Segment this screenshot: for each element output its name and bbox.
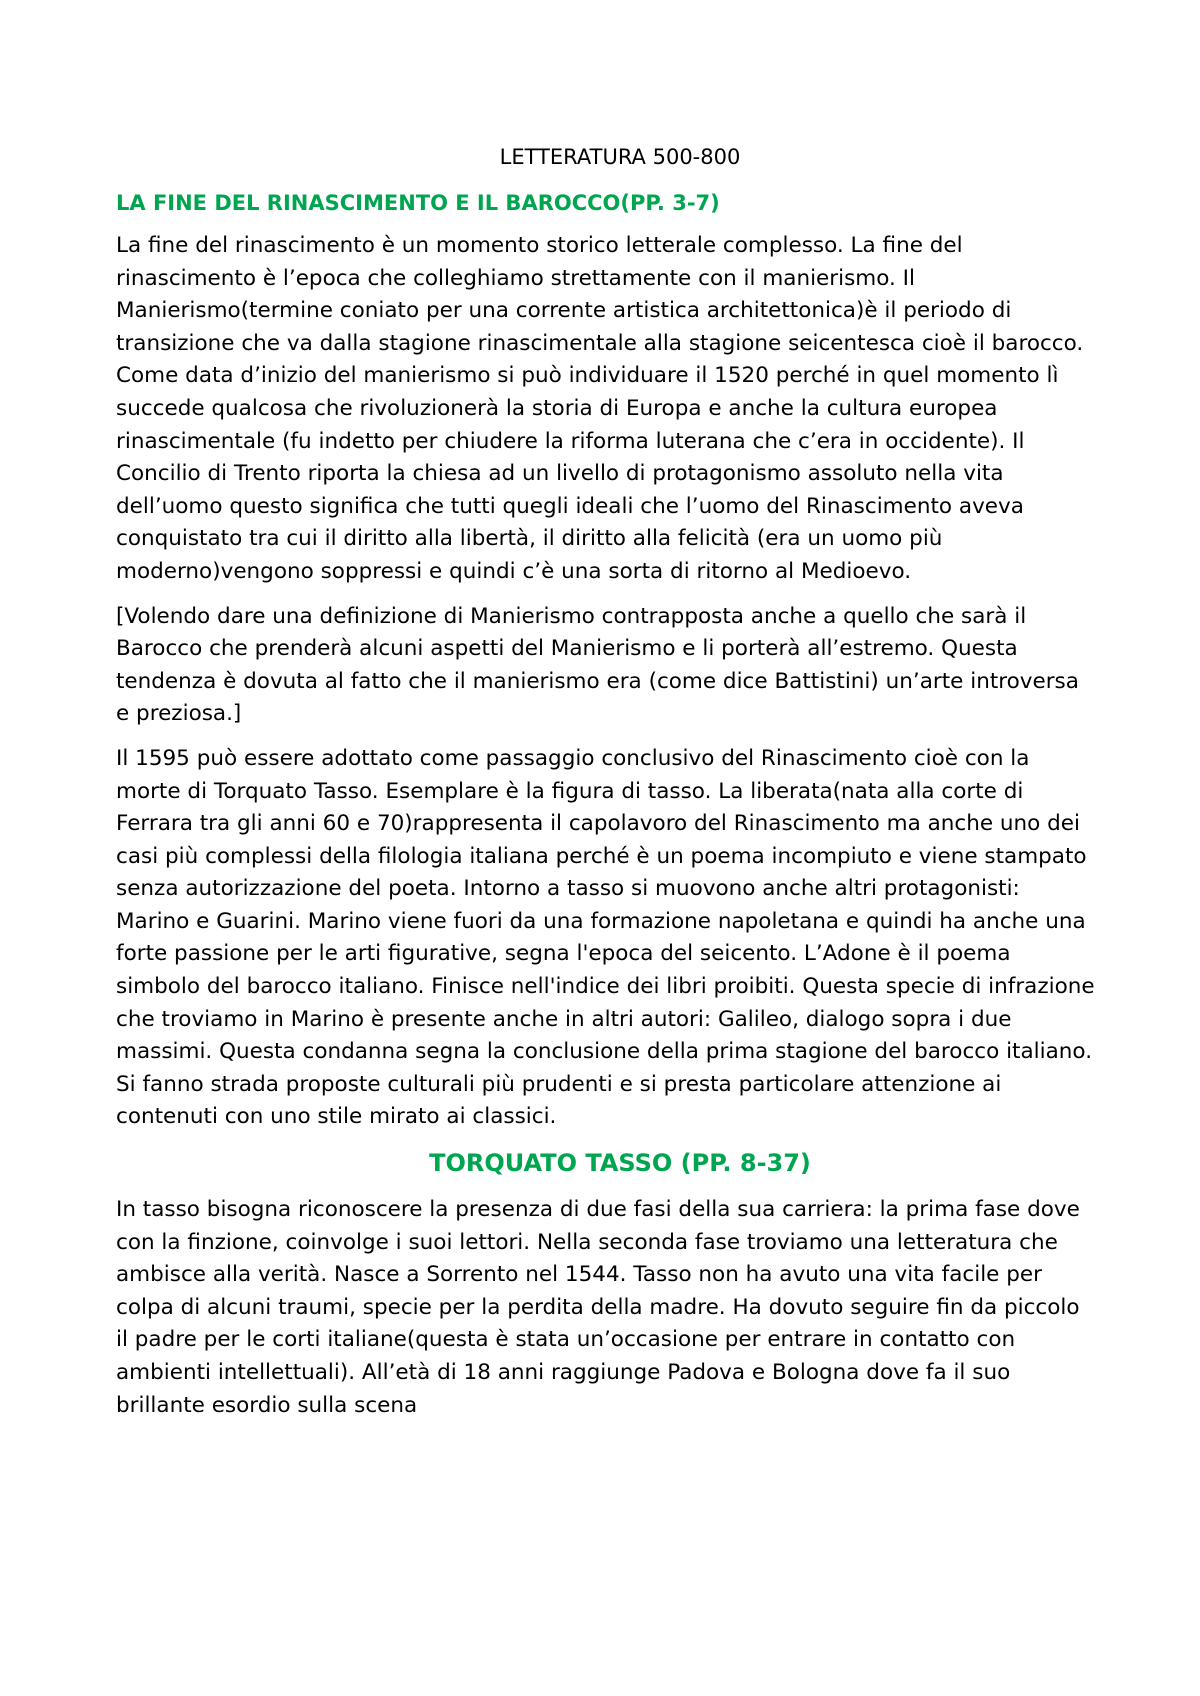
document-page	[116, 142, 1096, 1434]
section-rinascimento-barocco	[116, 188, 1096, 1134]
document-title: LETTERATURA 500-800	[499, 145, 741, 169]
body-paragraph: Il 1595 può essere adottato come passaggio conclusivo del Rinascimento cioè con la morte di Torquato Tasso. Esemplare è la figura di tasso. La liberata(nata alla corte di Ferrara tra gli anni 60 e 70)rappresenta il capolavoro del Rinascimento ma anche uno dei casi più complessi della filologia italiana perché è un poema incompiuto e viene stampato senza autorizzazione del poeta. Intorno a tasso si muovono anche altri protagonisti: Marino e Guarini. Marino viene fuori da una formazione napoletana e quindi ha anche una forte passione per le arti figurative, segna l'epoca del seicento. L’Adone è il poema simbolo del barocco italiano. Finisce nell'indice dei libri proibiti. Questa specie di infrazione che troviamo in Marino è presente anche in altri autori: Galileo, dialogo sopra i due massimi. Questa condanna segna la conclusione della prima stagione del barocco italiano. Si fanno strada proposte culturali più prudenti e si presta particolare attenzione ai contenuti con uno stile mirato ai classici.	[116, 745, 1095, 1130]
body-paragraph: In tasso bisogna riconoscere la presenza di due fasi della sua carriera: la prima fase dove con la finzione, coinvolge i suoi lettori. Nella seconda fase troviamo una letteratura che ambisce alla verità. Nasce a Sorrento nel 1544. Tasso non ha avuto una vita facile per colpa di alcuni traumi, specie per la perdita della madre. Ha dovuto seguire fin da piccolo il padre per le corti italiane(questa è stata un’occasione per entrare in contatto con ambienti intellettuali). All’età di 18 anni raggiunge Padova e Bologna dove fa il suo brillante esordio sulla scena	[116, 1197, 1080, 1418]
body-paragraph: [Volendo dare una definizione di Manierismo contrapposta anche a quello che sarà il Barocco che prenderà alcuni aspetti del Manierismo e li porterà all’estremo. Questa tendenza è dovuta al fatto che il manierismo era (come dice Battistini) un’arte introversa e preziosa.]	[116, 603, 1079, 727]
body-paragraph: La fine del rinascimento è un momento storico letterale complesso. La fine del rinascimento è l’epoca che colleghiamo strettamente con il manierismo. Il Manierismo(termine coniato per una corrente artistica architettonica)è il periodo di transizione che va dalla stagione rinascimentale alla stagione seicentesca cioè il barocco. Come data d’inizio del manierismo si può individuare il 1520 perché in quel momento lì succede qualcosa che rivoluzionerà la storia di Europa e anche la cultura europea rinascimentale (fu indetto per chiudere la riforma luterana che c’era in occidente). Il Concilio di Trento riporta la chiesa ad un livello di protagonismo assoluto nella vita dell’uomo questo significa che tutti quegli ideali che l’uomo del Rinascimento aveva conquistato tra cui il diritto alla libertà, il diritto alla felicità (era un uomo più moderno)vengono soppressi e quindi c’è una sorta di ritorno al Medioevo.	[116, 233, 1084, 584]
section-torquato-tasso	[116, 1146, 1096, 1422]
section-heading: LA FINE DEL RINASCIMENTO E IL BAROCCO(PP. 3-7)	[116, 191, 720, 215]
section-heading: TORQUATO TASSO (PP. 8-37)	[429, 1149, 811, 1178]
